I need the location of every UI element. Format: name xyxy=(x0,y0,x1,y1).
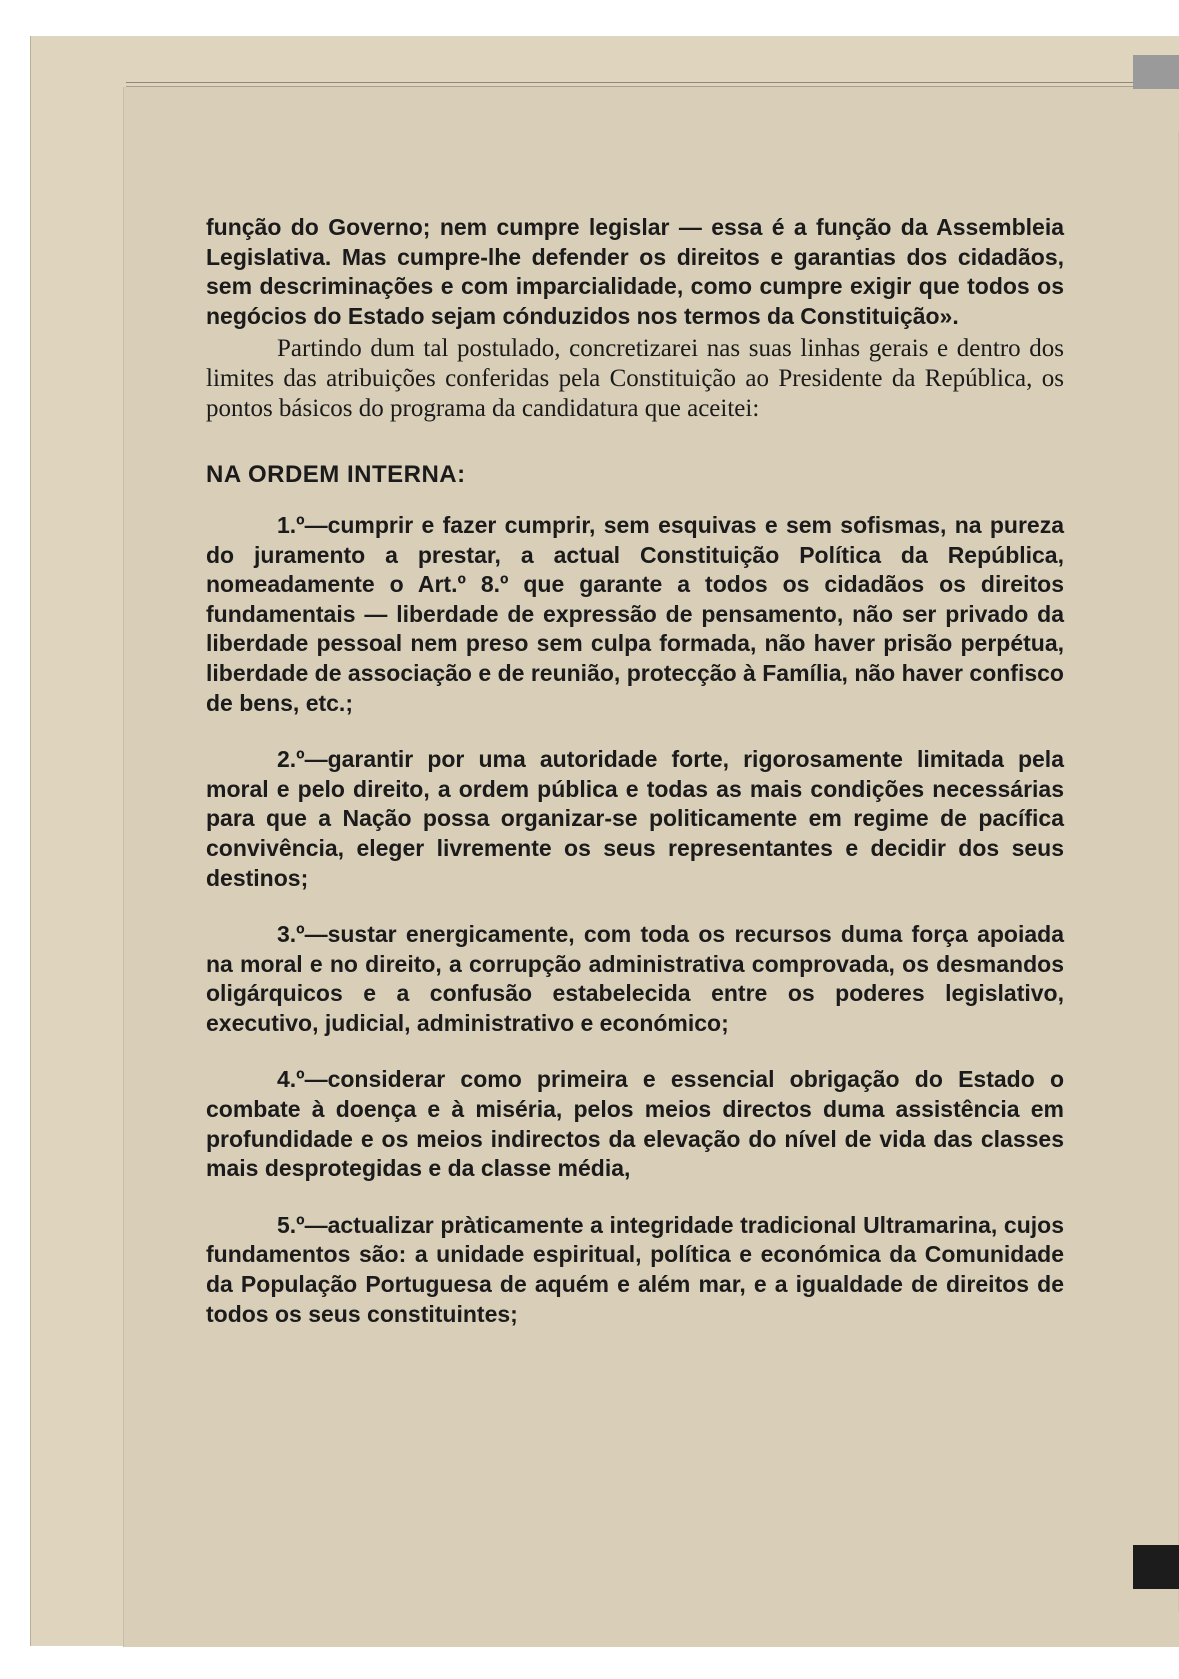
scan-marker-bottom xyxy=(1133,1545,1179,1589)
list-item xyxy=(206,920,1064,1038)
item-text: —sustar energicamente, com toda os recursos duma força apoiada na moral e no direito, a corrupção administrativa comprovada, os desmandos oligárquicos e a confusão estabelecida entre os poderes legislativo, executivo, judicial, administrativo e económico; xyxy=(206,921,1064,1036)
item-number: 4.º xyxy=(277,1066,305,1093)
list-item xyxy=(206,745,1064,893)
item-text: —actualizar pràticamente a integridade tradicional Ultramarina, cujos fundamentos são: a unidade espiritual, política e económica da Comunidade da População Portuguesa de aquém e além mar, e a igualdade de direitos de todos os seus constituintes; xyxy=(206,1211,1064,1327)
item-text: —garantir por uma autoridade forte, rigorosamente limitada pela moral e pelo direito, a ordem pública e todas as mais condições necessárias para que a Nação possa organizar-se politicamente em regime de pacífica convivência, eleger livremente os seus representantes e decidir dos seus destinos; xyxy=(206,746,1064,891)
item-number: 2.º xyxy=(277,746,305,773)
item-number: 1.º xyxy=(277,511,305,538)
item-text: —considerar como primeira e essencial obrigação do Estado o combate à doença e à miséria, pelos meios directos duma assistência em profundidade e os meios indirectos da elevação do nível de vida das classes mais desprotegidas e da classe média, xyxy=(206,1066,1064,1182)
item-number: 3.º xyxy=(277,921,305,948)
item-text: —cumprir e fazer cumprir, sem esquivas e sem sofismas, na pureza do juramento a prestar, a actual Constituição Política da República, nomeadamente o Art.º 8.º que garante a todos os cidadãos os direitos fundamentais — liberdade de expressão de pensamento, não ser privado da liberdade pessoal nem preso sem culpa formada, não haver prisão perpétua, liberdade de associação e de reunião, protecção à Família, não haver confisco de bens, etc.; xyxy=(206,511,1064,716)
scan-marker-top xyxy=(1133,55,1179,89)
list-item xyxy=(206,511,1064,718)
list-item xyxy=(206,1065,1064,1183)
intro-paragraph: função do Governo; nem cumpre legislar — essa é a função da Assembleia Legislativa. Mas cumpre-lhe defender os direitos e garantias dos cidadãos, sem descriminações e com imparcialidade, como cumpre exigir que todos os negócios do Estado sejam cónduzidos nos termos da Constituição». xyxy=(206,214,1064,329)
lead-paragraph: Partindo dum tal postulado, concretizarei nas suas linhas gerais e dentro dos limites das atribuições conferidas pela Constituição ao Presidente da República, os pontos básicos do programa da candidatura que aceitei: xyxy=(206,335,1064,423)
list-item xyxy=(206,1211,1064,1329)
text-column xyxy=(206,213,1064,1329)
section-heading: NA ORDEM INTERNA: xyxy=(206,461,466,489)
item-number: 5.º xyxy=(277,1211,305,1238)
